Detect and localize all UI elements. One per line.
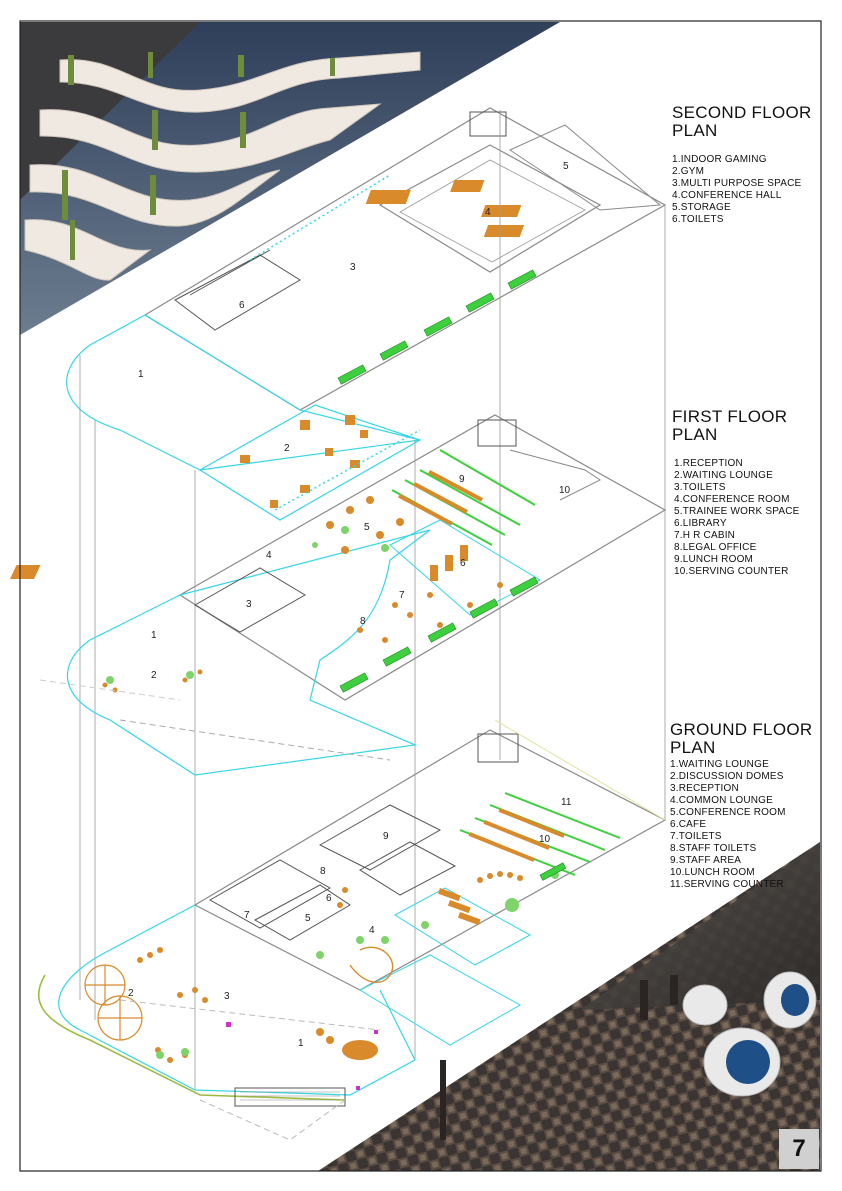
legend-item: 11.SERVING COUNTER [670,879,784,890]
legend-title-line: SECOND FLOOR [672,103,812,122]
ground-floor-room-list [670,759,820,891]
plan-label: 7 [399,590,405,601]
legend-item: 6.LIBRARY [674,518,727,529]
plan-label: 6 [239,300,245,311]
plan-label: 9 [459,474,465,485]
first-floor-title [672,408,822,444]
plan-label: 3 [224,991,230,1002]
ground-floor-legend [670,721,820,891]
legend-item: 2.GYM [672,166,705,177]
plan-label: 10 [559,485,571,496]
plan-label: 6 [460,558,466,569]
first-floor-outline [180,415,665,700]
ground-floor-room-labels [128,797,572,1049]
second-floor-cyan-outline [67,315,420,470]
plan-label: 7 [244,910,250,921]
plan-label: 8 [360,616,366,627]
plan-label: 2 [128,988,134,999]
legend-item: 6.CAFE [670,819,707,830]
plan-label: 8 [320,866,326,877]
second-floor-title [672,104,822,140]
plan-label: 3 [246,599,252,610]
legend-item: 8.STAFF TOILETS [670,843,757,854]
plan-label: 4 [369,925,375,936]
plan-label: 2 [151,670,157,681]
page-number: 7 [781,1131,817,1167]
legend-item: 7.TOILETS [670,831,722,842]
legend-item: 5.TRAINEE WORK SPACE [674,506,800,517]
legend-item: 2.DISCUSSION DOMES [670,771,784,782]
ground-floor-title [670,721,820,757]
legend-item: 1.RECEPTION [674,458,743,469]
legend-item: 7.H R CABIN [674,530,736,541]
plan-label: 10 [539,834,551,845]
plan-label: 9 [383,831,389,842]
legend-item: 9.STAFF AREA [670,855,742,866]
legend-title-line: FIRST FLOOR [672,407,788,426]
plan-label: 1 [138,369,144,380]
legend-item: 3.RECEPTION [670,783,739,794]
legend-item: 6.TOILETS [672,214,724,225]
legend-item: 4.CONFERENCE HALL [672,190,782,201]
first-floor-plan [10,415,665,775]
legend-item: 4.COMMON LOUNGE [670,795,774,806]
plan-label: 6 [326,893,332,904]
plan-label: 4 [485,207,491,218]
plan-label: 1 [151,630,157,641]
legend-item: 10.SERVING COUNTER [674,566,789,577]
plan-label: 5 [563,161,569,172]
plan-label: 4 [266,550,272,561]
projection-lines [80,110,665,1090]
first-floor-room-labels [151,474,571,681]
legend-title-line: PLAN [672,425,718,444]
legend-item: 8.LEGAL OFFICE [674,542,757,553]
first-floor-legend [672,408,822,578]
plan-label: 1 [298,1038,304,1049]
facade-render-image [20,22,560,335]
first-floor-cyan-outline [67,530,430,775]
legend-title-line: PLAN [670,738,716,757]
legend-title-line: PLAN [672,121,718,140]
first-floor-room-list [672,458,822,578]
second-floor-legend [672,104,822,226]
legend-title-line: GROUND FLOOR [670,720,813,739]
legend-item: 4.CONFERENCE ROOM [674,494,790,505]
legend-item: 3.TOILETS [674,482,726,493]
legend-item: 1.INDOOR GAMING [672,154,767,165]
plan-label: 5 [364,522,370,533]
legend-item: 9.LUNCH ROOM [674,554,754,565]
ground-floor-outline [195,730,665,990]
legend-item: 2.WAITING LOUNGE [674,470,773,481]
legend-item: 5.CONFERENCE ROOM [670,807,786,818]
plan-label: 11 [561,797,572,808]
plan-label: 3 [350,262,356,273]
plan-label: 5 [305,913,311,924]
ground-floor-building-outline [59,905,415,1095]
legend-item: 3.MULTI PURPOSE SPACE [672,178,802,189]
legend-item: 10.LUNCH ROOM [670,867,755,878]
second-floor-room-list [672,154,822,226]
legend-item: 1.WAITING LOUNGE [670,759,769,770]
plan-label: 2 [284,443,290,454]
legend-item: 5.STORAGE [672,202,731,213]
